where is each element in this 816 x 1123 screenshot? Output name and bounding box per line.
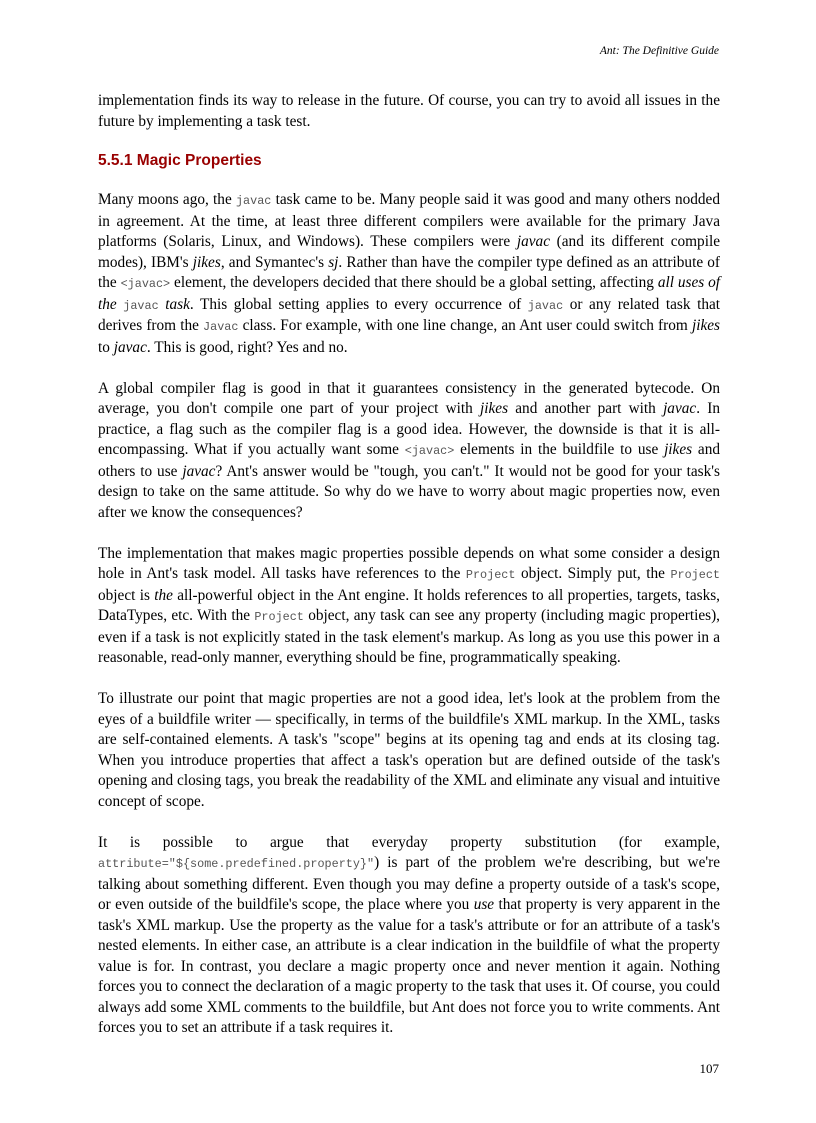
page-number: 107 [699,1061,719,1076]
inline-code: javac [235,194,272,208]
body-paragraph: A global compiler flag is good in that it guarantees consistency in the generated bytecode. On average, you don't compile one part of your project with jikes and another part with javac. In practice, a flag such as the compiler flag is a good idea. However, the downside is that it is all-encompassing. What if you actually want some <javac> elements in the buildfile to use jikes and others to use javac? Ant's answer would be "tough, you can't." It would not be good for your task's design to take on the same attitude. So why do we have to worry about magic properties now, even after we know the consequences? [98,379,721,521]
emphasis: javac [182,462,216,480]
body-paragraph: It is possible to argue that everyday property substitution (for example, attribute="${some.predefined.property}") is part of the problem we're describing, but we're talking about something different. Even though you may define a property outside of a task's scope, or even outside of the buildfile's scope, the place where you use that property is very apparent in the task's XML markup. Use the property as the value for a task's attribute or for an attribute of a task's nested elements. In either case, an attribute is a clear indication in the buildfile of what the property value is for. In contrast, you declare a magic property once and never mention it again. Nothing forces you to connect the declaration of a magic property to the task that uses it. Of course, you could always add some XML comments to the buildfile, but Ant does not force you to write comments. Ant forces you to set an attribute if a task requires it. [98,833,721,1036]
inline-code: Project [254,610,304,624]
intro-paragraph: implementation finds its way to release in the future. Of course, you can try to avoid all issues in the future by implementing a task test. [98,92,720,130]
inline-code: Project [465,568,516,582]
inline-code: Project [670,568,720,582]
running-header: Ant: The Definitive Guide [599,45,719,57]
inline-code: <javac> [120,277,171,291]
body-paragraph: Many moons ago, the javac task came to be. Many people said it was good and many others nodded in agreement. At the time, at least three different compilers were available for the primary Java platforms (Solaris, Linux, and Windows). These compilers were javac (and its different compile modes), IBM's jikes, and Symantec's sj. Rather than have the compiler type defined as an attribute of the <javac> element, the developers decided that there should be a global setting, affecting all uses of the javac task. This global setting applies to every occurrence of javac or any related task that derives from the Javac class. For example, with one line change, an Ant user could switch from jikes to javac. This is good, right? Yes and no. [98,191,721,356]
emphasis: jikes [664,441,693,458]
inline-code: javac [123,298,159,313]
inline-code: Javac [203,320,239,334]
body-paragraph: The implementation that makes magic properties possible depends on what some consider a design hole in Ant's task model. All tasks have references to the Project object. Simply put, the Project object is the all-powerful object in the Ant engine. It holds references to all properties, targets, tasks, DataTypes, etc. With the Project object, any task can see any property (including magic properties), even if a task is not explicitly stated in the task element's markup. As long as you use this power in a reasonable, read-only manner, everything should be fine, programmatically speaking. [98,544,720,666]
emphasis: jikes [691,317,720,334]
emphasis: jikes [192,253,221,271]
emphasis: the [154,586,173,604]
emphasis: javac [663,400,697,417]
emphasis: sj [328,253,339,271]
emphasis: use [473,896,495,913]
inline-code: javac [527,298,564,313]
emphasis: javac [113,338,147,356]
emphasis: task [158,295,190,313]
emphasis: javac [516,233,550,250]
inline-code: <javac> [404,444,455,458]
emphasis: all uses of the [98,274,720,313]
section-heading: 5.5.1 Magic Properties [98,152,262,169]
page-content [98,91,720,1059]
emphasis: jikes [480,400,509,417]
body-paragraph: To illustrate our point that magic properties are not a good idea, let's look at the problem from the eyes of a buildfile writer — specifically, in terms of the buildfile's XML markup. In the XML, tasks are self-contained elements. A task's "scope" begins at its opening tag and ends at its closing tag. When you introduce properties that affect a task's operation but are defined outside of the task's opening and closing tags, you break the readability of the XML and eliminate any visual and intuitive concept of scope. [98,690,720,810]
inline-code: attribute="${some.predefined.property}" [98,857,375,871]
